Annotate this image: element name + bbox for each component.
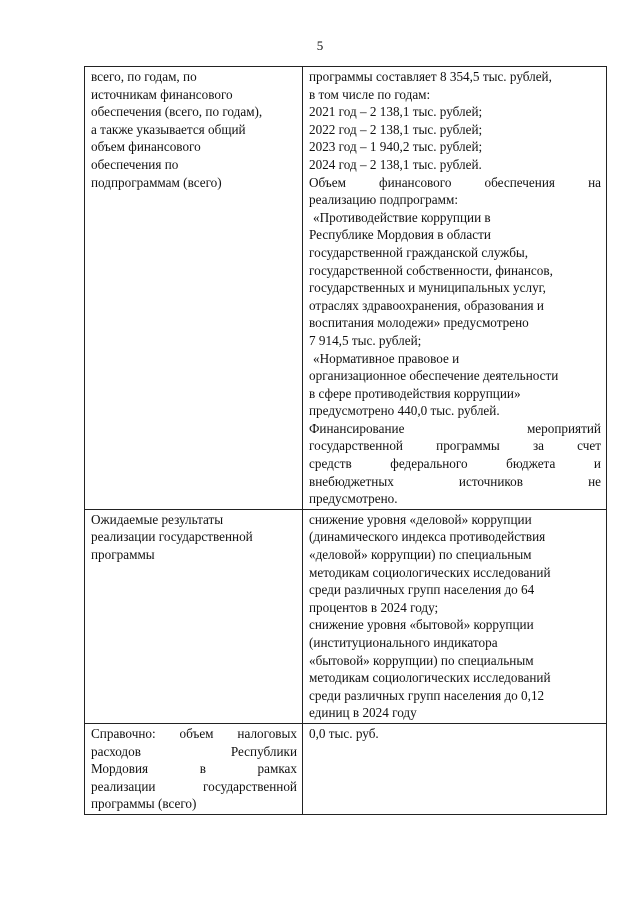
text-line: реализации государственной <box>91 529 253 545</box>
text-line: реализации государственной <box>91 778 297 794</box>
text-line: в сфере противодействия коррупции» <box>309 385 521 401</box>
text-line: 2024 год – 2 138,1 тыс. рублей. <box>309 156 482 172</box>
text-line: обеспечения (всего, по годам), <box>91 104 263 120</box>
text-line: отраслях здравоохранения, образования и <box>309 297 544 313</box>
text-line: расходов Республики <box>91 743 297 759</box>
text-line: программы составляет 8 354,5 тыс. рублей, <box>309 69 552 84</box>
text-line: программы <box>91 547 155 563</box>
text-line: методикам социологических исследований <box>309 564 551 580</box>
text-line: воспитания молодежи» предусмотрено <box>309 315 529 331</box>
text-line: единиц в 2024 году <box>309 705 417 721</box>
text-line: а также указывается общий <box>91 121 246 137</box>
text-line: государственной программы за счет <box>309 438 601 454</box>
text-line: государственных и муниципальных услуг, <box>309 280 546 296</box>
text-line: «деловой» коррупции) по специальным <box>309 547 532 563</box>
financing-label-cell <box>85 67 303 510</box>
text-line: предусмотрено 440,0 тыс. рублей. <box>309 403 500 419</box>
text-line: в том числе по годам: <box>309 86 431 102</box>
table-row-financing <box>85 67 607 510</box>
page-number: 5 <box>316 38 324 53</box>
text-line: 7 914,5 тыс. рублей; <box>309 332 422 348</box>
text-line: реализацию подпрограмм: <box>309 192 458 208</box>
text-line: Республике Мордовия в области <box>309 227 491 243</box>
table-row-tax-expenditures <box>85 723 607 814</box>
text-line: 2021 год – 2 138,1 тыс. рублей; <box>309 104 483 120</box>
text-line: Справочно: объем налоговых <box>91 725 297 741</box>
text-line: средств федерального бюджета и <box>309 456 601 472</box>
text-line: (динамического индекса противодействия <box>309 529 546 545</box>
expected-results-value-cell <box>303 509 607 723</box>
text-line: программы (всего) <box>91 796 197 812</box>
financing-value-cell <box>303 67 607 510</box>
program-passport-table <box>84 66 607 815</box>
text-line: предусмотрено. <box>309 491 398 507</box>
text-line: Финансирование мероприятий <box>309 420 601 436</box>
text-line: обеспечения по <box>91 156 179 172</box>
text-line: объем финансового <box>91 139 201 155</box>
text-line: снижение уровня «деловой» коррупции <box>309 511 532 527</box>
tax-expenditures-value-cell <box>303 723 607 814</box>
text-line: Объем финансового обеспечения на <box>309 174 601 190</box>
text-line: внебюджетных источников не <box>309 473 601 489</box>
text-line: Мордовия в рамках <box>91 761 297 777</box>
text-line: «Противодействие коррупции в <box>313 209 491 225</box>
text-line: 2022 год – 2 138,1 тыс. рублей; <box>309 121 483 137</box>
text-line: 2023 год – 1 940,2 тыс. рублей; <box>309 139 483 155</box>
text-line: организационное обеспечение деятельности <box>309 368 559 384</box>
text-line: «Нормативное правовое и <box>313 350 460 366</box>
text-line: источникам финансового <box>91 86 233 102</box>
text-line: методикам социологических исследований <box>309 670 551 686</box>
table-row-expected-results <box>85 509 607 723</box>
text-line: государственной гражданской службы, <box>309 244 529 260</box>
text-line: (институционального индикатора <box>309 635 498 650</box>
text-line: среди различных групп населения до 0,12 <box>309 687 545 703</box>
text-line: среди различных групп населения до 64 <box>309 582 535 598</box>
text-line: Ожидаемые результаты <box>91 511 224 527</box>
text-line: подпрограммам (всего) <box>91 174 222 190</box>
tax-expenditures-label-cell <box>85 723 303 814</box>
text-line: «бытовой» коррупции) по специальным <box>309 652 534 668</box>
text-line: 0,0 тыс. руб. <box>309 725 379 741</box>
text-line: процентов в 2024 году; <box>309 599 439 615</box>
text-line: снижение уровня «бытовой» коррупции <box>309 617 534 633</box>
text-line: государственной собственности, финансов, <box>309 262 553 278</box>
text-line: всего, по годам, по <box>91 69 197 84</box>
expected-results-label-cell <box>85 509 303 723</box>
